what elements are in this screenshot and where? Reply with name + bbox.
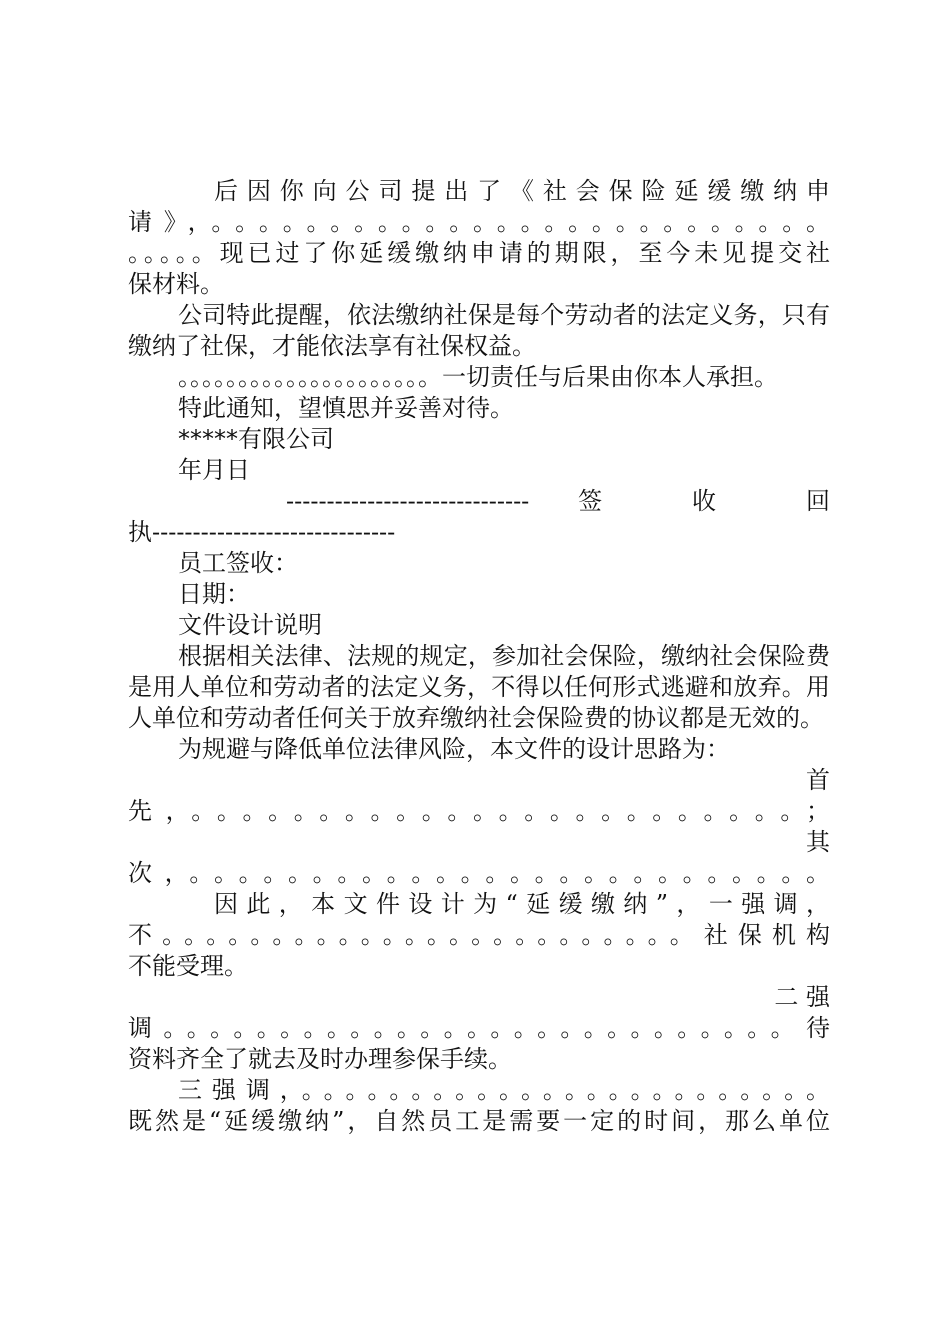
design-notes-title: 文件设计说明 — [178, 611, 322, 639]
date-line: 年月日 — [178, 456, 250, 484]
company-name: *****有限公司 — [178, 425, 334, 453]
paragraph-application-line-2: 请》，。。。。。。。。。。。。。。。。。。。。。。。。。。 — [128, 208, 830, 236]
paragraph-emphasis-two-body: 调。。。。。。。。。。。。。。。。。。。。。。。。。。。待 — [128, 1014, 830, 1042]
document-page — [128, 176, 830, 1137]
receipt-divider-line-1: ------------------------------ 签 收 回 — [286, 487, 830, 515]
paragraph-first-body: 先，。。。。。。。。。。。。。。。。。。。。。。。。； — [128, 797, 830, 825]
paragraph-second-head: 其 — [806, 828, 830, 856]
paragraph-therefore-line-1: 因此，本文件设计为“延缓缴纳”，一强调， — [214, 890, 830, 918]
paragraph-notice: 特此通知，望慎思并妥善对待。 — [178, 394, 514, 422]
paragraph-legal-basis: 根据相关法律、法规的规定，参加社会保险，缴纳社会保险费是用人单位和劳动者的法定义务，不得以任何形式逃避和放弃。用人单位和劳动者任何关于放弃缴纳社会保险费的协议都是无效的。 — [128, 642, 830, 732]
employee-signature-label: 员工签收： — [178, 549, 298, 577]
paragraph-design-idea: 为规避与降低单位法律风险，本文件的设计思路为： — [178, 735, 730, 763]
paragraph-responsibility: 。。。。。。。。。。。。。。。。。。。。。一切责任与后果由你本人承担。 — [178, 363, 778, 391]
paragraph-emphasis-two-tail: 资料齐全了就去及时办理参保手续。 — [128, 1045, 512, 1073]
paragraph-emphasis-two-head: 二 强 — [774, 983, 830, 1011]
receipt-divider-line-2: 执------------------------------ — [128, 518, 396, 546]
paragraph-second-body: 次，。。。。。。。。。。。。。。。。。。。。。。。。。。 — [128, 859, 830, 887]
date-label: 日期： — [178, 580, 250, 608]
paragraph-therefore-line-3: 不能受理。 — [128, 952, 248, 980]
paragraph-emphasis-three-line-2: 既然是“延缓缴纳”，自然员工是需要一定的时间，那么单位 — [128, 1107, 830, 1135]
paragraph-reminder: 公司特此提醒，依法缴纳社保是每个劳动者的法定义务，只有缴纳了社保，才能依法享有社保权益。 — [128, 301, 830, 360]
paragraph-application-line-1: 后因你向公司提出了《社会保险延缓缴纳申 — [214, 177, 830, 205]
paragraph-therefore-line-2: 不。。。。。。。。。。。。。。。。。。。。。。。。社保机构 — [128, 921, 830, 949]
paragraph-application-line-3: 。。。。。现已过了你延缓缴纳申请的期限，至今未见提交社 — [128, 239, 830, 267]
paragraph-application-line-4: 保材料。 — [128, 270, 224, 298]
paragraph-emphasis-three-line-1: 三强调，。。。。。。。。。。。。。。。。。。。。。。。。 — [178, 1076, 830, 1104]
paragraph-first-head: 首 — [806, 766, 830, 794]
